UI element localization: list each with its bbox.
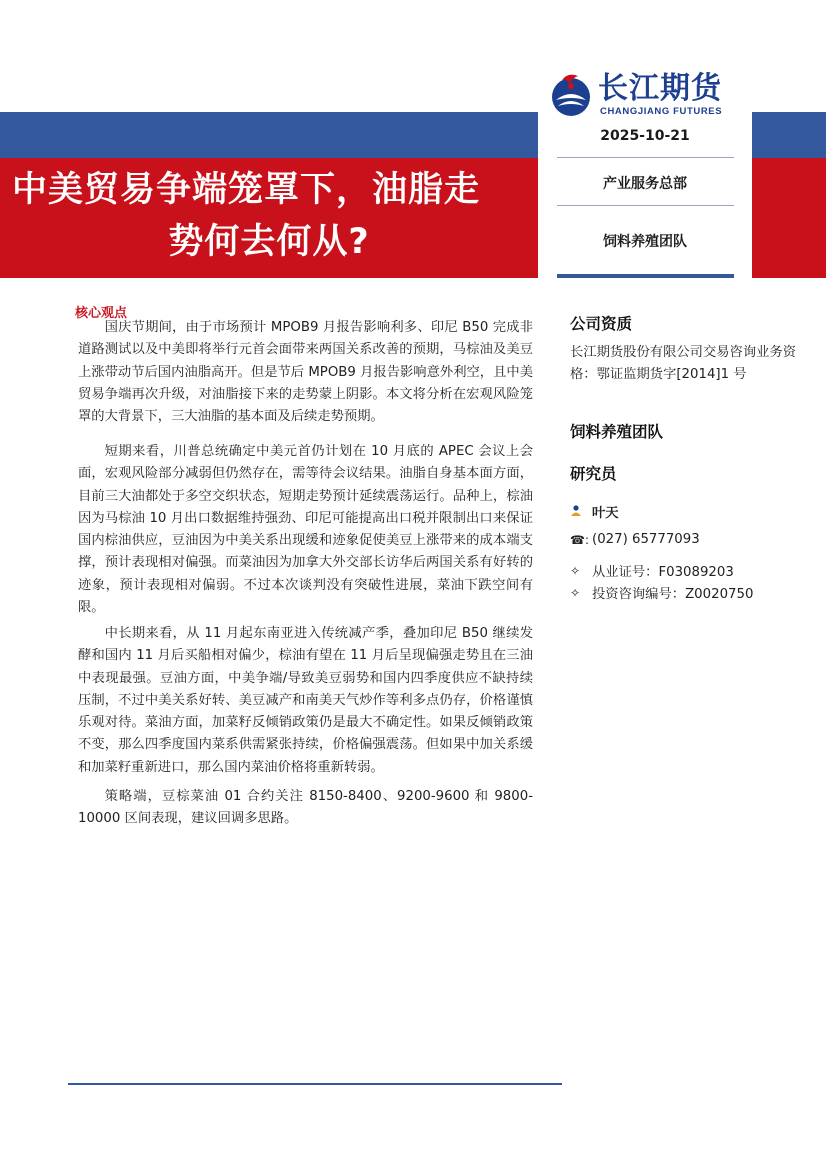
report-date: 2025-10-21 xyxy=(600,128,690,144)
analyst-name: 叶天 xyxy=(592,506,619,521)
analyst-heading: 研究员 xyxy=(570,465,617,483)
body-paragraph: 策略端，豆棕菜油 01 合约关注 8150-8400、9200-9600 和 9800-10000 区间表现，建议回调多思路。 xyxy=(78,789,533,827)
analyst-name-row xyxy=(570,502,619,521)
report-title-line1: 中美贸易争端笼罩下，油脂走 xyxy=(12,170,481,210)
phone-number: (027) 65777093 xyxy=(592,532,700,547)
logo-emblem-icon xyxy=(548,70,594,118)
divider xyxy=(557,205,734,206)
company-logo xyxy=(548,70,743,122)
phone-icon: ☎: xyxy=(570,532,589,547)
department-label: 产业服务总部 xyxy=(603,176,687,192)
footer-divider xyxy=(68,1083,562,1085)
phone-row xyxy=(570,532,700,547)
diamond-icon: ✧ xyxy=(570,563,581,578)
team-label: 饲料养殖团队 xyxy=(603,234,687,250)
header-bar-left xyxy=(0,112,538,158)
cert-row xyxy=(570,561,734,580)
qualification-heading: 公司资质 xyxy=(570,315,633,333)
qualification-text: 长江期货股份有限公司交易咨询业务资格：鄂证监期货字[2014]1 号 xyxy=(570,345,797,383)
practitioner-cert: 从业证号：F03089203 xyxy=(592,565,734,580)
body-paragraph: 中长期来看，从 11 月起东南亚进入传统减产季，叠加印尼 B50 继续发酵和国内 11 月后买船相对偏少，棕油有望在 11 月后呈现偏强走势且在三油中表现最强。豆油方面，中美争端/导致美豆弱势和国内四季度供应不缺持续压制，不过中美关系好转、美豆减产和南美天气炒作等利多点仍存，价格谨慎乐观对待。菜油方面，加菜籽反倾销政策仍是最大不确定性。如果反倾销政策不变，那么四季度国内菜系供需紧张持续，价格偏强震荡。但如果中加关系缓和加菜籽重新进口，那么国内菜油价格将重新转弱。 xyxy=(78,626,533,775)
invest-cert-row xyxy=(570,583,753,602)
body-paragraph: 国庆节期间，由于市场预计 MPOB9 月报告影响利多、印尼 B50 完成非道路测试以及中美即将举行元首会面带来两国关系改善的预期，马棕油及美豆上涨带动节后国内油脂高开。但是节后 MPOB9 月报告影响意外利空，且中美贸易争端再次升级，对油脂接下来的走势蒙上阴影。本文将分析在宏观风险笼罩的大背景下，三大油脂的基本面及后续走势预期。 xyxy=(78,320,533,425)
diamond-icon: ✧ xyxy=(570,585,581,600)
body-paragraph: 短期来看，川普总统确定中美元首仍计划在 10 月底的 APEC 会议上会面，宏观风险部分减弱但仍然存在，需等待会议结果。油脂自身基本面方面，目前三大油都处于多空交织状态，短期走势预计延续震荡运行。品种上，棕油因为马棕油 10 月出口数据维持强劲、印尼可能提高出口税并限制出口来保证国内棕油供应，豆油因为中美关系出现缓和迹象促使美豆上涨带来的成本端支撑，预计表现相对偏强。而菜油因为加拿大外交部长访华后两国关系有好转的迹象，预计表现相对偏弱。不过本次谈判没有突破性进展，菜油下跌空间有限。 xyxy=(78,444,533,616)
header-bar-right xyxy=(752,112,826,158)
info-column-bottom-bar xyxy=(557,274,734,278)
divider xyxy=(557,157,734,158)
report-title-line2: 势何去何从? xyxy=(168,222,370,262)
logo-chinese-name: 长江期货 xyxy=(598,71,722,106)
logo-english-name: CHANGJIANG FUTURES xyxy=(600,106,723,117)
title-banner-right xyxy=(752,158,826,278)
core-view-heading: 核心观点 xyxy=(75,306,128,321)
person-icon xyxy=(570,504,592,519)
team-heading: 饲料养殖团队 xyxy=(570,423,664,441)
investment-advisory-cert: 投资咨询编号：Z0020750 xyxy=(592,587,754,602)
